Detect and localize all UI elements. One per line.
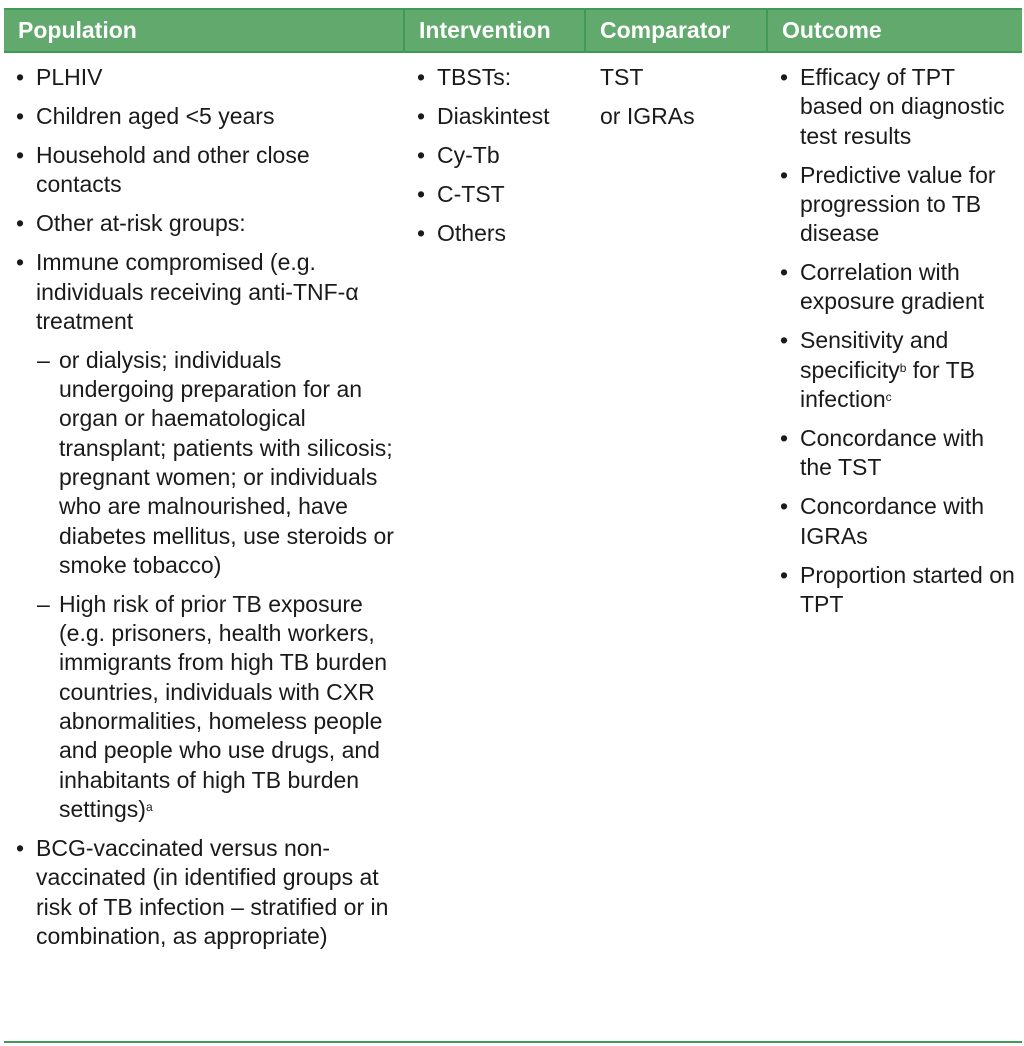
- table-header: [4, 8, 1022, 53]
- list-item: • Cy-Tb: [417, 141, 586, 170]
- sub-list-item: – or dialysis; individuals undergoing preparation for an organ or haematological transplant; patients with silicosis; pregnant women; or individuals who are malnourished, have diabetes mellitus, use steroids or smoke tobacco): [16, 346, 401, 580]
- footnote-marker: c: [885, 390, 892, 405]
- list-item: • Immune compromised (e.g. individuals receiving anti-TNF-α treatment: [16, 248, 401, 336]
- table-body: [4, 53, 1022, 961]
- item-text: for TB infection: [800, 356, 975, 413]
- list-item: • TBSTs:: [417, 63, 586, 92]
- list-item: • Diaskintest: [417, 102, 586, 131]
- intervention-cell: [405, 53, 586, 961]
- list-item: • Concordance with IGRAs: [780, 492, 1020, 551]
- list-item: • BCG-vaccinated versus non-vaccinated (in identified groups at risk of TB infection – stratified or in combination, as appropriate): [16, 834, 401, 951]
- list-item: [780, 326, 1020, 414]
- header-comparator: Comparator: [586, 10, 768, 51]
- sub-list-item: [16, 590, 401, 824]
- comparator-line: TST: [600, 64, 644, 90]
- list-item: • PLHIV: [16, 63, 401, 92]
- header-intervention: Intervention: [405, 10, 586, 51]
- list-item: • Other at-risk groups:: [16, 209, 401, 238]
- list-item: • Predictive value for progression to TB disease: [780, 161, 1020, 249]
- list-item: • Proportion started on TPT: [780, 561, 1020, 620]
- comparator-line: or IGRAs: [600, 102, 695, 129]
- list-item: • Children aged <5 years: [16, 102, 401, 131]
- outcome-list: [780, 63, 1020, 619]
- header-outcome: Outcome: [782, 17, 882, 43]
- population-list: [16, 63, 401, 951]
- list-item: • Concordance with the TST: [780, 424, 1020, 483]
- outcome-cell: [768, 53, 1022, 961]
- table-bottom-rule: [4, 1041, 1022, 1043]
- footnote-marker: b: [899, 360, 907, 375]
- header-population: Population: [4, 10, 405, 51]
- list-item: • C-TST: [417, 180, 586, 209]
- item-text: Sensitivity and specificity: [800, 327, 949, 383]
- footnote-marker: a: [145, 799, 153, 814]
- comparator-cell: [586, 53, 768, 961]
- intervention-list: [417, 63, 586, 248]
- list-item: • Others: [417, 219, 586, 248]
- list-item: • Correlation with exposure gradient: [780, 258, 1020, 317]
- item-text: High risk of prior TB exposure (e.g. prisoners, health workers, immigrants from high TB burden countries, individuals with CXR abnormalities, homeless people and people who use drugs, and inhabitants of high TB burden settings): [59, 590, 388, 822]
- list-item: • Efficacy of TPT based on diagnostic test results: [780, 63, 1020, 151]
- population-cell: [4, 53, 405, 961]
- pico-table: [4, 8, 1022, 961]
- list-item: • Household and other close contacts: [16, 141, 401, 200]
